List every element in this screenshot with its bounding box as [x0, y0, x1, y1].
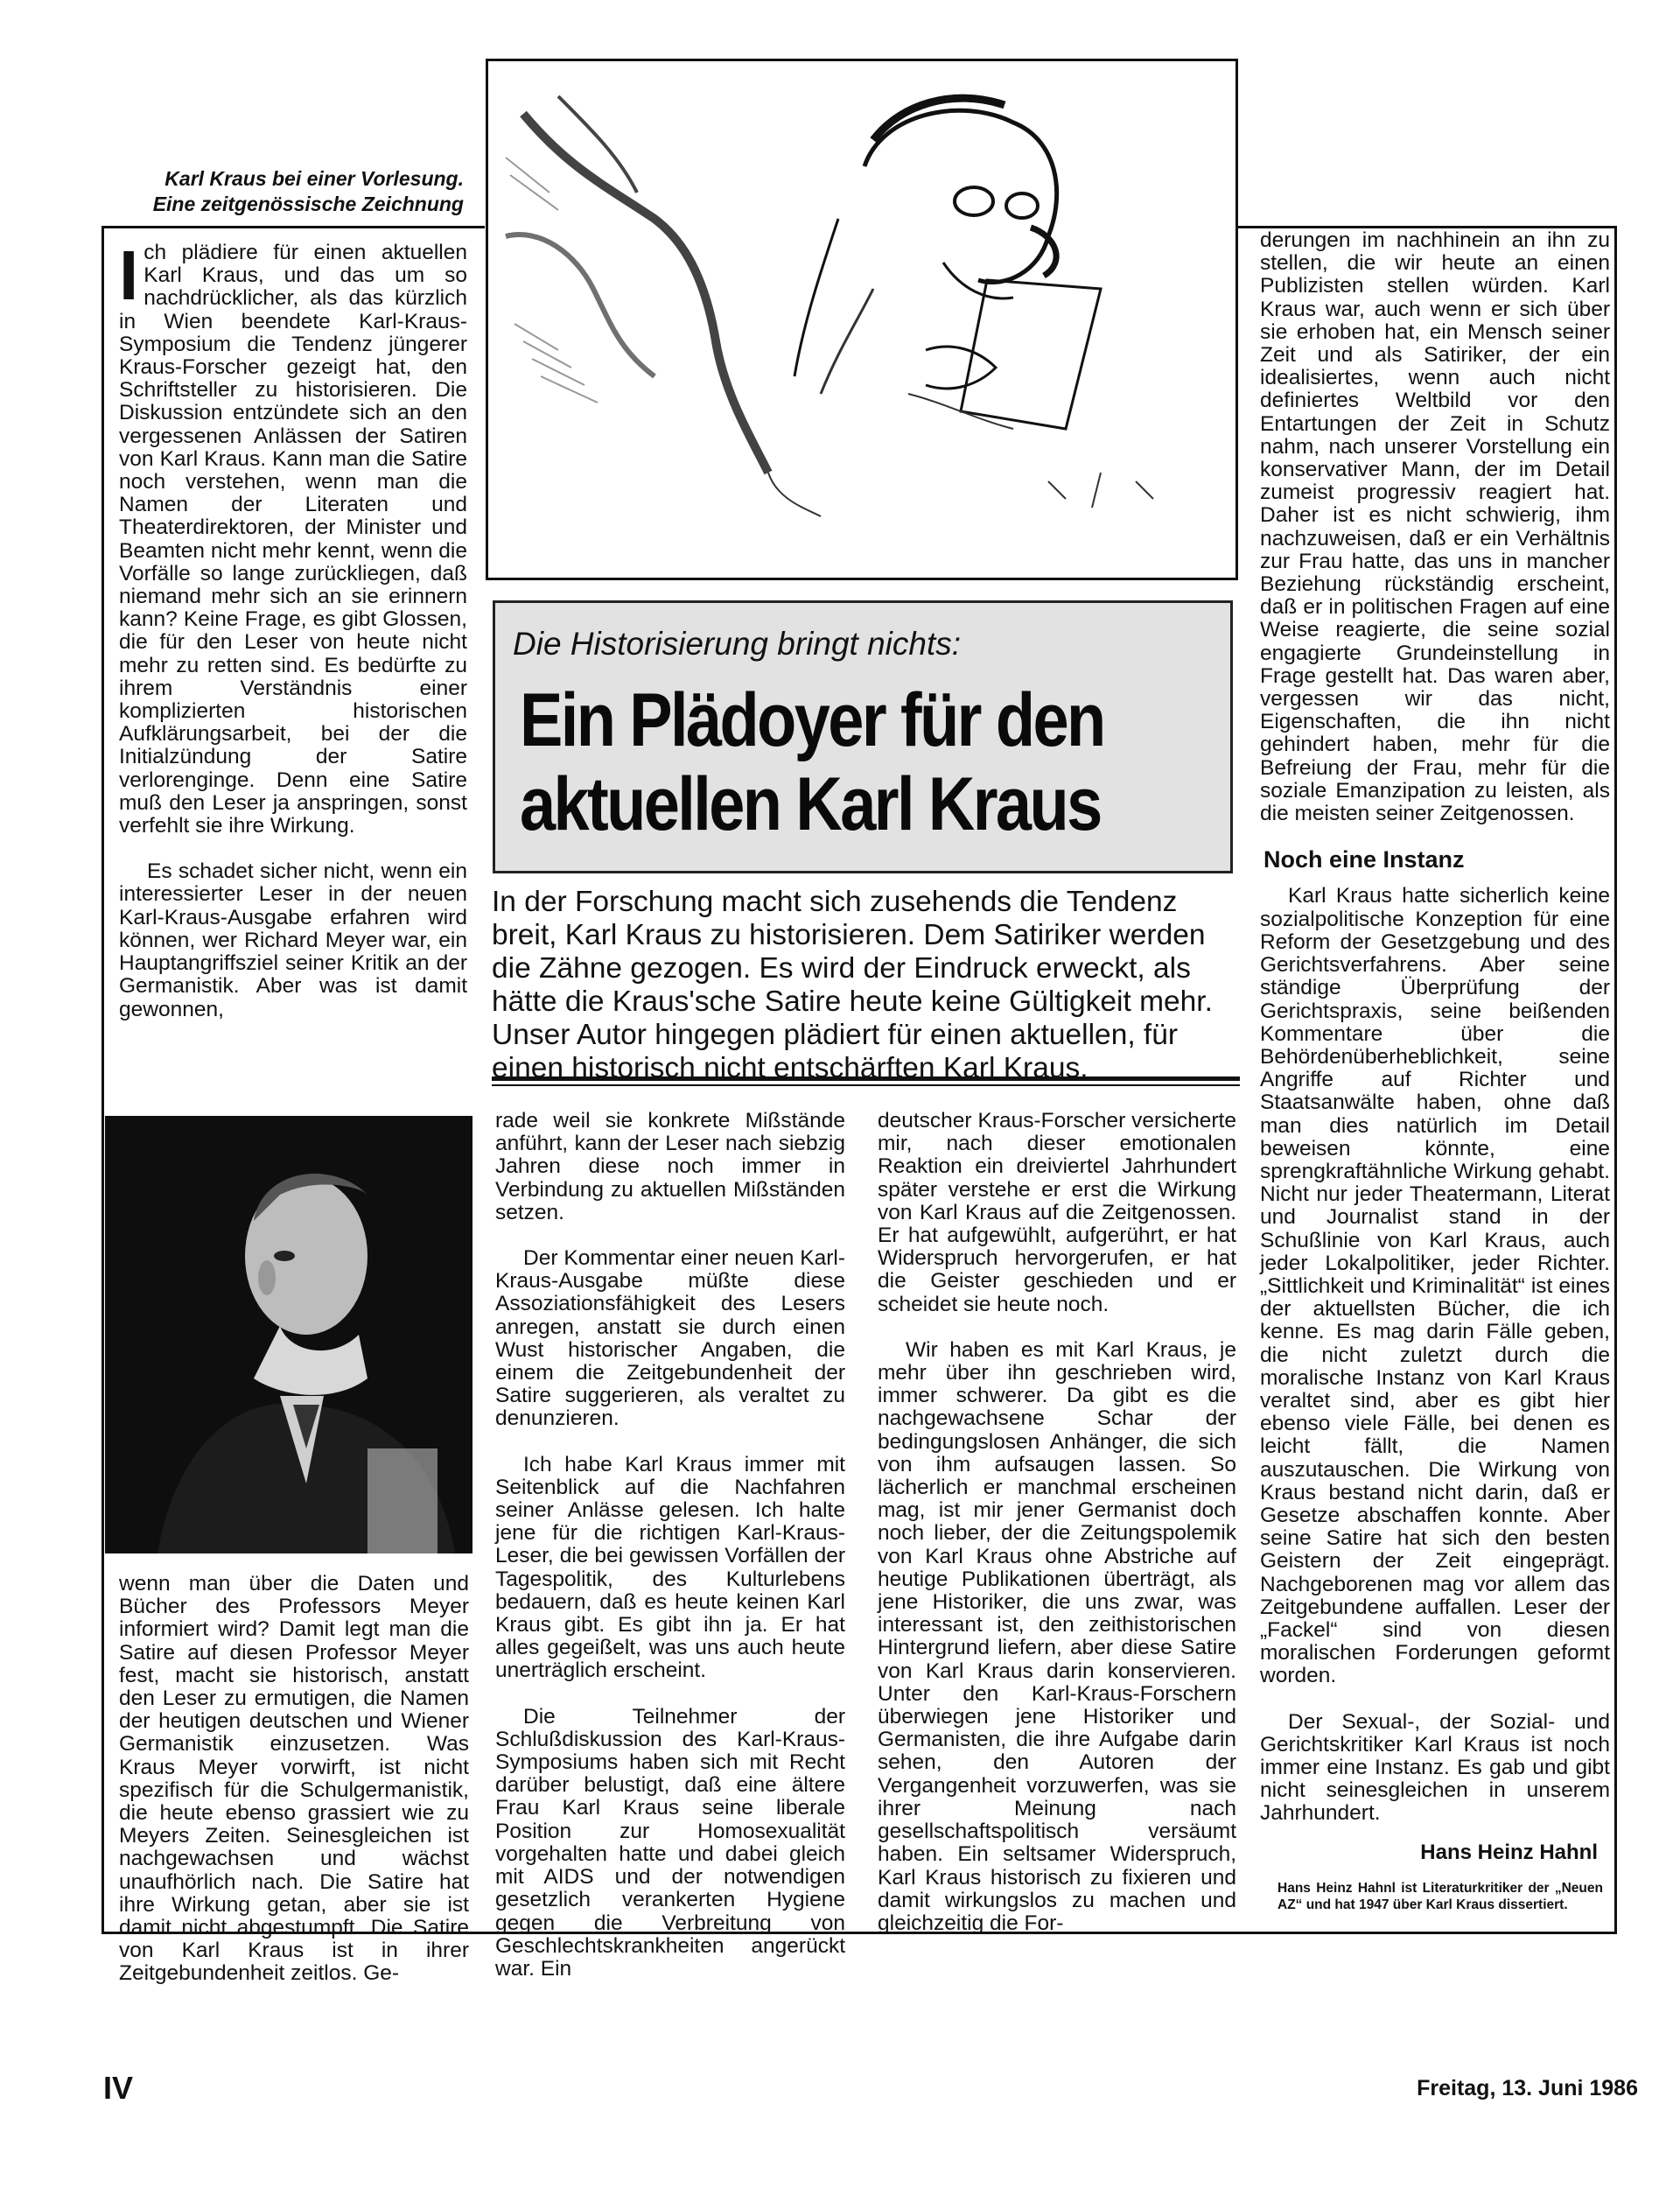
col4-paragraph-1: derungen im nachhinein an ihn zu stellen, die wir heute an einen Publizisten stellen würden. Karl Kraus war, auch wenn er sich über sie erhoben hat, ein Mensch seiner Zeit und als Satiriker, der ein idealisiertes, wenn auch nicht definiertes Weltbild vor den Entartungen der Zeit in Schutz nahm, nach unserer Vorstellung ein konservativer Mann, der im Detail zumeist progressiv reagiert hat. Daher ist es nicht schwierig, ihm nachzuweisen, daß er ein Verhältnis zur Frau hatte, das uns in mancher Beziehung rückständig erscheint, daß er in politischen Fragen auf eine Weise reagierte, die seine sozial engagierte Grundeinstellung in Frage gestellt hat. Das waren aber, vergessen wir das nicht, Eigenschaften, die ihn nicht gehindert haben, mehr für die Befreiung der Frau, mehr für die soziale Emanzipation zu leisten, als die meisten seiner Zeitgenossen. [1260, 228, 1610, 826]
portrait-photo [105, 1116, 472, 1553]
col2-paragraph-4: Die Teilnehmer der Schlußdiskussion des Karl-Kraus-Symposiums haben sich mit Recht darüber belustigt, daß eine ältere Frau Karl Kraus seine liberale Position zur Homosexualität vorgehalten hatte und dabei gleich mit AIDS und der notwendigen gesetzlich verankerten Hygiene gegen die Verbreitung von Geschlechtskrankheiten angerückt war. Ein [495, 1704, 845, 1981]
frame-left [102, 226, 104, 1934]
col4-paragraph-2: Karl Kraus hatte sicherlich keine sozialpolitische Konzeption für eine Reform der Gesetzgebung und des Gerichtsverfahrens. Aber seine ständige Überprüfung der Gerichtspraxis, seine beißenden Kommentare über die Behördenüberheblichkeit, seine Angriffe auf Richter und Staatsanwälte haben, ohne daß man dies natürlich im Detail beweisen könnte, eine sprengkraftähnliche Wirkung gehabt. Nicht nur jeder Theatermann, Literat und Journalist stand in der Schußlinie von Karl Kraus, auch jeder Lokalpolitiker, jeder Richter. „Sittlichkeit und Kriminalität“ ist eines der aktuellsten Bücher, die ich kenne. Es mag darin Fälle geben, die nicht zuletzt durch die moralische Instanz von Karl Kraus veraltet sind, aber es gibt hier ebenso viele Fälle, bei denen es leicht fällt, die Namen auszutauschen. Die Wirkung von Kraus bestand nicht darin, daß er Gesetze abschaffen konnte. Aber seine Satire hat sich den besten Geistern der Zeit eingeprägt. Nachgeborenen mag vor allem das Zeitgebundene auffallen. Leser der „Fackel“ sind von diesen moralischen Forderungen geformt worden. [1260, 884, 1610, 1688]
image-caption [88, 166, 464, 217]
col4-paragraph-3: Der Sexual-, der Sozial- und Gerichtskritiker Karl Kraus ist noch immer eine Instanz. Es gab und gibt nicht seinesgleichen in unserem Jahrhundert. [1260, 1709, 1610, 1826]
column-3 [878, 1110, 1236, 1958]
lead-paragraph: In der Forschung macht sich zusehends die Tendenz breit, Karl Kraus zu historisieren. Dem Satiriker werden die Zähne gezogen. Es wird der Eindruck erweckt, als hätte die Kraus'sche Satire heute keine Gültigkeit mehr. Unser Autor hingegen plädiert für einen aktuellen, für einen historisch nicht entschärften Karl Kraus. [492, 886, 1213, 1084]
column-1-bottom [119, 1573, 469, 2009]
headline-title-line-2: aktuellen Karl Kraus [520, 762, 1101, 846]
sketch-illustration [486, 59, 1238, 580]
caption-line-2: Eine zeitgenössische Zeichnung [152, 193, 464, 215]
frame-right [1614, 226, 1617, 1934]
col3-paragraph-2: Wir haben es mit Karl Kraus, je mehr über ihn geschrieben wird, immer schwerer. Da gibt es die nachgewachsene Schar der bedingungslosen Anhänger, die sich von ihm aufsaugen lassen. So lächerlich er manchmal erscheinen mag, ist mir jener Germanist doch noch lieber, der die Zeitungspolemik von Karl Kraus ohne Abstriche auf heutige Publikationen überträgt, als jene Historiker, die uns zwar, was interessant ist, den zeithistorischen Hintergrund liefern, aber diese Satire von Karl Kraus darin konservieren. Unter den Karl-Kraus-Forschern überwiegen jene Historiker und Germanisten, die ihre Aufgabe darin sehen, den Autoren der Vergangenheit vorzuwerfen, was sie ihrer Meinung nach gesellschaftspolitisch versäumt haben. Ein seltsamer Widerspruch, Karl Kraus historisch zu fixieren und damit wirkungslos zu machen und gleichzeitig die For- [878, 1337, 1236, 1935]
frame-top-left [102, 226, 485, 228]
col1-paragraph-2: Es schadet sicher nicht, wenn ein interessierter Leser in der neuen Karl-Kraus-Ausgabe erfahren wird können, wer Richard Meyer war, ein Hauptangriffsziel seiner Kritik an der Germanistik. Aber was ist damit gewonnen, [119, 859, 467, 1021]
col1-paragraph-3: wenn man über die Daten und Bücher des Professors Meyer informiert wird? Damit legt man die Satire auf diesen Professor Meyer fest, macht sie historisch, anstatt den Leser zu ermutigen, die Namen der heutigen deutschen und Wiener Germanistik einzusetzen. Was Kraus Meyer vorwirft, ist nicht spezifisch für die Schulgermanistik, die heute ebenso grassiert wie zu Meyers Zeiten. Seinesgleichen ist nachgewachsen und wächst unaufhörlich nach. Die Satire hat ihre Wirkung getan, aber sie ist damit nicht abgestumpft. Die Satire von Karl Kraus ist in ihrer Zeitgebundenheit zeitlos. Ge- [119, 1572, 469, 1986]
col2-paragraph-3: Ich habe Karl Kraus immer mit Seitenblick auf die Nachfahren seiner Anlässe gelesen. Ich halte jene für die richtigen Karl-Kraus-Leser, die bei gewissen Vorfällen der Tagespolitik, des Kulturlebens bedauern, daß es heute keinen Karl Kraus gibt. Es gibt ihn ja. Er hat alles gegeißelt, was uns auch heute unerträglich erscheint. [495, 1452, 845, 1683]
col1-paragraph-1 [119, 236, 467, 838]
publication-date: Freitag, 13. Juni 1986 [1417, 2076, 1638, 2100]
col1-p1-text: ch plädiere für einen aktuellen Karl Kraus, und das um so nachdrücklicher, als das kürzlich in Wien beendete Karl-Kraus-Symposium die Tendenz jüngerer Kraus-Forscher gezeigt hat, den Schriftsteller zu historisieren. Die Diskussion entzündete sich an den vergessenen Anlässen der Satiren von Karl Kraus. Kann man die Satire noch verstehen, wenn man die Namen der Literaten und Theaterdirektoren, der Minister und Beamten nicht mehr kennt, wenn die Vorfälle so lange zurückliegen, daß niemand mehr sich an sie erinnern kann? Keine Frage, es gibt Glossen, die für den Leser von heute nicht mehr zu retten sind. Es bedürfte zu ihrem Verständnis einer komplizierten historischen Aufklärungsarbeit, bei der die Initialzündung der Satire verlorenginge. Denn eine Satire muß den Leser ja anspringen, sonst verfehlt sie ihre Wirkung. [119, 241, 467, 838]
col2-paragraph-2: Der Kommentar einer neuen Karl-Kraus-Ausgabe müßte diese Assoziationsfähigkeit des Lesers anregen, anstatt sie durch einen Wust historischer Angaben, die einem die Zeitgebundenheit der Satire suggerieren, als veraltet zu denunzieren. [495, 1246, 845, 1431]
lead-rule [492, 1076, 1240, 1086]
author-name: Hans Heinz Hahnl [1420, 1840, 1598, 1864]
column-1-top [119, 236, 467, 1044]
author-bio: Hans Heinz Hahnl ist Literaturkritiker der „Neuen AZ“ und hat 1947 über Karl Kraus dissertiert. [1278, 1880, 1603, 1912]
headline-title-line-1: Ein Plädoyer für den [520, 678, 1104, 762]
col3-paragraph-1: deutscher Kraus-Forscher versicherte mir, nach dieser emotionalen Reaktion ein dreiviertel Jahrhundert später verstehe er erst die Wirkung von Karl Kraus auf die Zeitgenossen. Er hat aufgewühlt, aufgerührt, er hat Widerspruch hervorgerufen, er hat die Geister geschieden und er scheidet sie heute noch. [878, 1109, 1236, 1316]
section-subhead: Noch eine Instanz [1264, 846, 1465, 873]
headline-kicker: Die Historisierung bringt nichts: [513, 626, 962, 662]
drop-cap: I [119, 236, 139, 314]
column-4 [1260, 229, 1610, 1913]
column-2 [495, 1110, 845, 2003]
page-number: IV [103, 2070, 134, 2106]
caption-line-1: Karl Kraus bei einer Vorlesung. [164, 167, 464, 190]
col2-paragraph-1: rade weil sie konkrete Mißstände anführt, kann der Leser nach siebzig Jahren diese noch immer in Verbindung zu aktuellen Mißständen setzen. [495, 1109, 845, 1224]
headline-box [493, 600, 1233, 873]
